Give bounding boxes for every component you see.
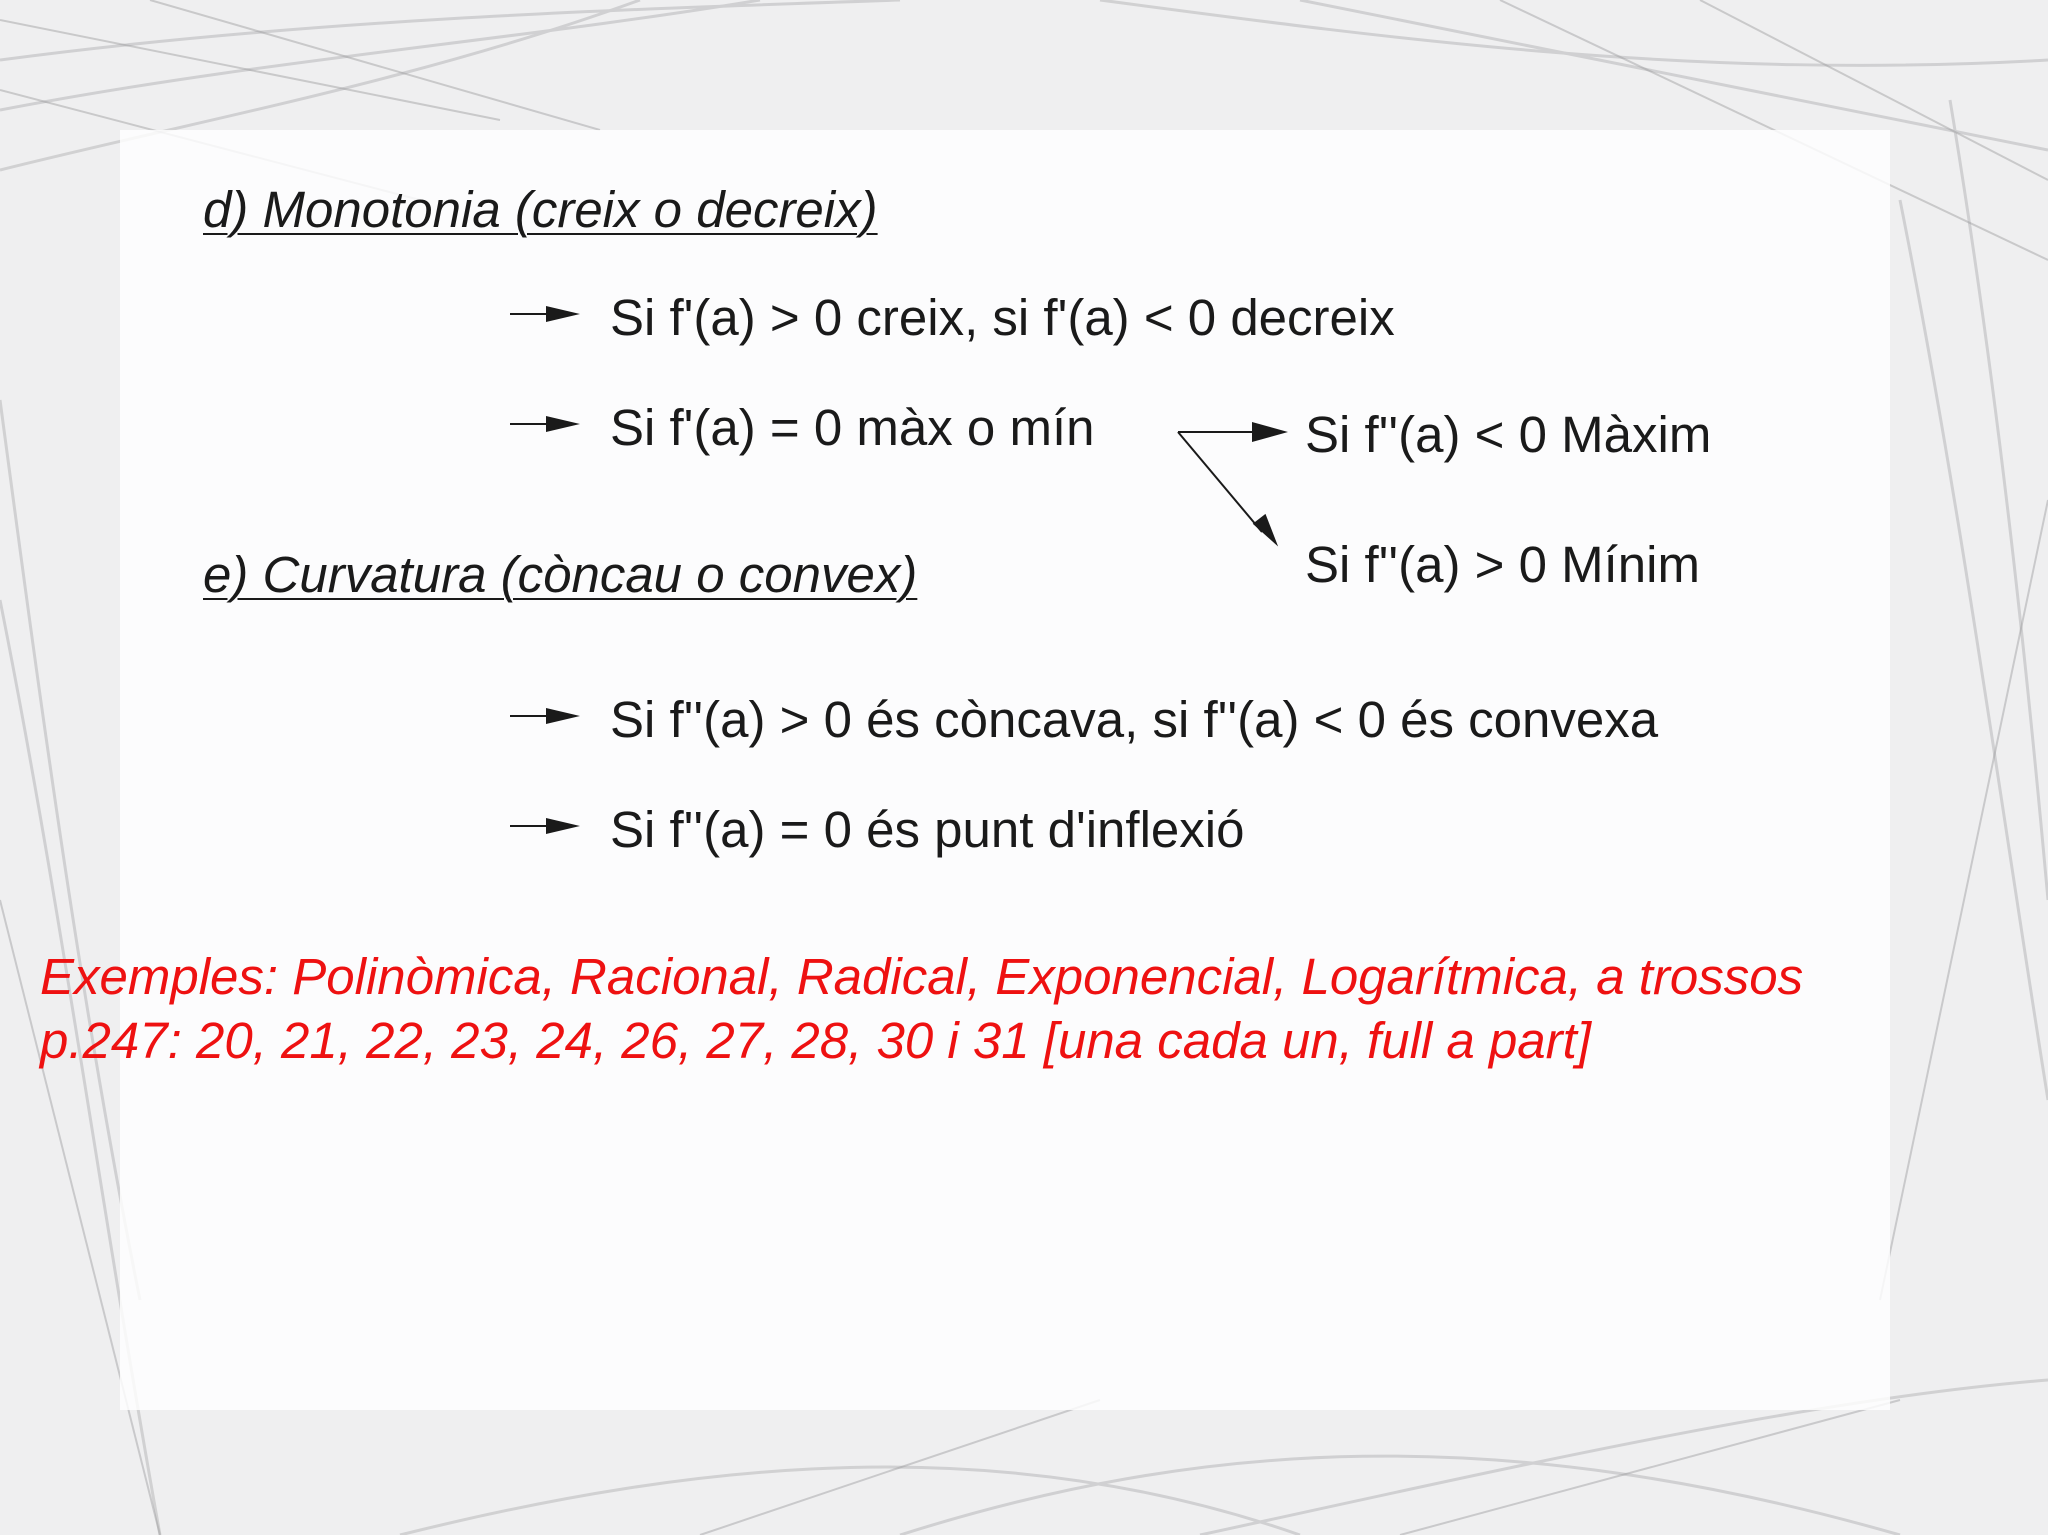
branch-maximum: Si f''(a) < 0 Màxim bbox=[1305, 406, 1712, 463]
section-d-title: d) Monotonia (creix o decreix) bbox=[203, 181, 878, 238]
rule-e-1: Si f''(a) > 0 és còncava, si f''(a) < 0 és convexa bbox=[610, 691, 1659, 748]
section-e-title: e) Curvatura (còncau o convex) bbox=[203, 546, 918, 603]
branch-minimum: Si f''(a) > 0 Mínim bbox=[1305, 536, 1700, 593]
rule-e-2: Si f''(a) = 0 és punt d'inflexió bbox=[610, 801, 1245, 858]
rule-d-2: Si f'(a) = 0 màx o mín bbox=[610, 399, 1095, 456]
examples-line-1: Exemples: Polinòmica, Racional, Radical, Exponencial, Logarítmica, a trossos bbox=[40, 948, 1804, 1005]
examples-line-2: p.247: 20, 21, 22, 23, 24, 26, 27, 28, 30 i 31 [una cada un, full a part] bbox=[40, 1012, 1591, 1069]
rule-d-1: Si f'(a) > 0 creix, si f'(a) < 0 decreix bbox=[610, 289, 1395, 346]
arrow-right-icon bbox=[510, 704, 580, 728]
arrow-right-icon bbox=[510, 302, 580, 326]
arrow-right-icon bbox=[510, 814, 580, 838]
arrow-right-icon bbox=[510, 412, 580, 436]
